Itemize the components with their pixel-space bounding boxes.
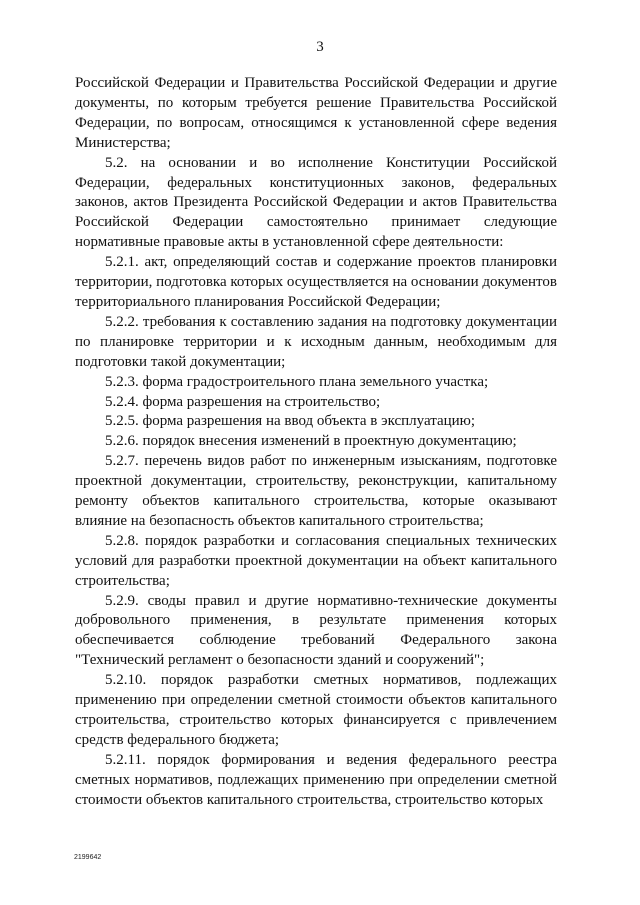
paragraph: 5.2.5. форма разрешения на ввод объекта в эксплуатацию; bbox=[105, 413, 476, 430]
paragraph: 5.2.11. порядок формирования и ведения федерального реестра сметных нормативов, подлежащих применению при определении сметной стоимости объектов капитального строительства, строительство которых bbox=[75, 751, 557, 808]
paragraph: 5.2.8. порядок разработки и согласования специальных технических условий для разработки проектной документации на объект капитального строительства; bbox=[75, 532, 557, 589]
document-body bbox=[75, 74, 557, 811]
paragraph: 5.2. на основании и во исполнение Конституции Российской Федерации, федеральных конституционных законов, федеральных законов, актов Президента Российской Федерации и актов Правительства Российской Федерации самостоятельно принимает следующие нормативные правовые акты в установленной сфере деятельности: bbox=[75, 154, 557, 251]
paragraph: 5.2.1. акт, определяющий состав и содержание проектов планировки территории, подготовка которых осуществляется на основании документов территориального планирования Российской Федерации; bbox=[75, 254, 557, 310]
paragraph: 5.2.10. порядок разработки сметных нормативов, подлежащих применению при определении сметной стоимости объектов капитального строительства, строительство которых финансируется с привлечением средств федерального бюджета; bbox=[75, 672, 557, 748]
paragraph: 5.2.7. перечень видов работ по инженерным изысканиям, подготовке проектной документации, строительству, реконструкции, капитальному ремонту объектов капитального строительства, которые оказывают влияние на безопасность объектов капитального строительства; bbox=[75, 453, 557, 529]
document-code: 2199642 bbox=[74, 854, 102, 861]
paragraph: 5.2.6. порядок внесения изменений в проектную документацию; bbox=[105, 433, 517, 450]
paragraph: 5.2.3. форма градостроительного плана земельного участка; bbox=[105, 373, 489, 390]
paragraph: 5.2.2. требования к составлению задания на подготовку документации по планировке территории и к исходным данным, необходимым для подготовки такой документации; bbox=[75, 313, 557, 370]
paragraph: 5.2.4. форма разрешения на строительство; bbox=[105, 393, 381, 410]
paragraph: Российской Федерации и Правительства Российской Федерации и другие документы, по которым требуется решение Правительства Российской Федерации, по вопросам, относящимся к установленной сфере ведения Министерства; bbox=[75, 75, 557, 151]
page-number: 3 bbox=[316, 39, 324, 55]
paragraph: 5.2.9. своды правил и другие нормативно-технические документы добровольного применения, в результате применения которых обеспечивается соблюдение требований Федерального закона "Технический регламент о безопасности зданий и сооружений"; bbox=[75, 592, 557, 669]
